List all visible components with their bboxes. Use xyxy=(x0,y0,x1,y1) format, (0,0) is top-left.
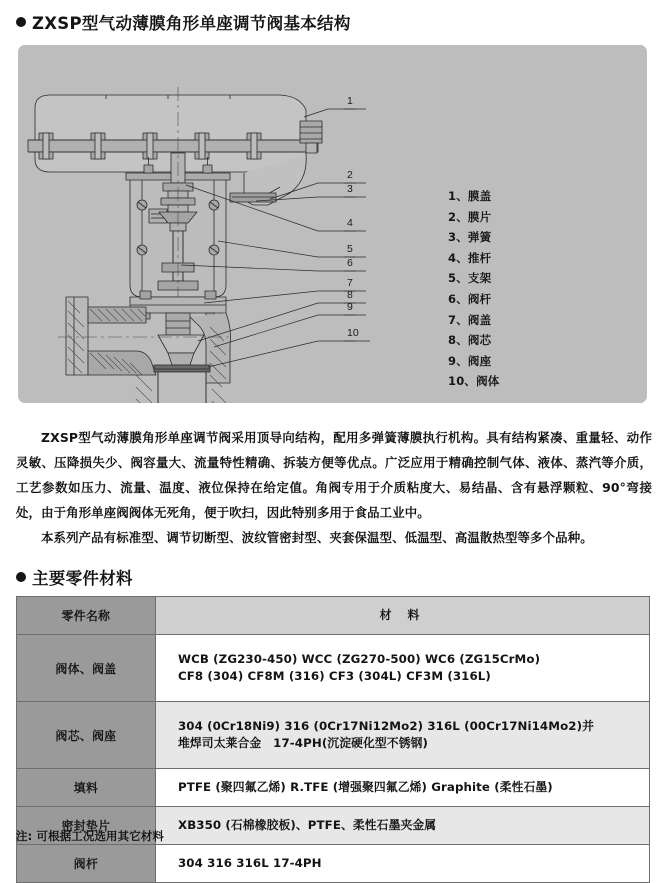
valve-plug xyxy=(158,335,204,353)
table-row xyxy=(17,702,650,769)
table-row xyxy=(17,769,650,807)
material-line: 堆焊司太莱合金 17-4PH(沉淀硬化型不锈钢) xyxy=(178,736,428,750)
callout-number-1: 1 xyxy=(347,95,353,107)
callout-number-10: 10 xyxy=(347,327,359,339)
cell-part-name: 阀体、阀盖 xyxy=(17,635,156,702)
description-paragraph-2 xyxy=(16,525,652,550)
callout-number-5: 5 xyxy=(347,243,353,255)
diaphragm-cover-shape xyxy=(35,95,306,172)
table-header-row xyxy=(17,597,650,635)
callout-number-6: 6 xyxy=(347,257,353,269)
callout-number-9: 9 xyxy=(347,301,353,313)
legend-label-4: 推杆 xyxy=(467,250,492,265)
callout-number-4: 4 xyxy=(347,217,353,229)
legend-item-4 xyxy=(448,248,598,269)
legend-number-7: 7、 xyxy=(448,312,468,327)
paragraph-1-text: ZXSP型气动薄膜角形单座调节阀采用顶导向结构，配用多弹簧薄膜执行机构。具有结构紧凑、重量轻、动作灵敏、压降损失少、阀容量大、流量特性精确、拆装方便等优点。广泛应用于精确控制气体、液体、蒸汽等介质，工艺参数如压力、流量、温度、液位保持在给定值。角阀专用于介质粘度大、易结晶、含有悬浮颗粒、90°弯接处，由于角形单座阀阀体无死角，便于吹扫，因此特别多用于食品工业中。 xyxy=(16,430,652,520)
heading-structure-label: ZXSP型气动薄膜角形单座调节阀基本结构 xyxy=(32,14,351,33)
legend-label-8: 阀芯 xyxy=(467,333,492,348)
description-paragraph-1 xyxy=(16,425,652,525)
casing-detail-plate xyxy=(230,193,276,202)
legend-number-10: 10、 xyxy=(448,374,477,389)
legend-number-2: 2、 xyxy=(448,209,468,224)
header-cell-part-name: 零件名称 xyxy=(17,597,156,635)
legend-number-4: 4、 xyxy=(448,250,468,265)
inlet-lower-wall xyxy=(88,351,156,375)
page-title-materials xyxy=(16,565,133,589)
cell-material xyxy=(156,807,650,845)
material-line: CF8 (304) CF8M (316) CF3 (304L) CF3M (316L) xyxy=(178,669,491,683)
cell-material xyxy=(156,702,650,769)
bullet-dot-icon xyxy=(16,572,26,582)
legend-number-5: 5、 xyxy=(448,271,468,286)
legend-item-6 xyxy=(448,289,598,310)
legend-label-3: 弹簧 xyxy=(467,230,492,245)
table-row xyxy=(17,845,650,883)
callout-number-2: 2 xyxy=(347,169,353,181)
table-footnote: 注: 可根据工况选用其它材料 xyxy=(16,829,165,843)
cell-material xyxy=(156,635,650,702)
legend-label-9: 阀座 xyxy=(467,353,492,368)
inlet-upper-wall xyxy=(88,307,146,323)
legend-item-2 xyxy=(448,207,598,228)
bullet-dot-icon xyxy=(16,17,26,27)
material-line: XB350 (石棉橡胶板)、PTFE、柔性石墨夹金属 xyxy=(178,817,437,832)
material-line: 304 (0Cr18Ni9) 316 (0Cr17Ni12Mo2) 316L (00Cr17Ni14Mo2)并 xyxy=(178,718,594,733)
table-row xyxy=(17,635,650,702)
cell-part-name: 阀芯、阀座 xyxy=(17,702,156,769)
valve-seat xyxy=(154,365,210,372)
legend-label-10: 阀体 xyxy=(476,374,500,389)
heading-materials-label: 主要零件材料 xyxy=(32,569,133,588)
legend-number-8: 8、 xyxy=(448,333,468,348)
legend-item-10 xyxy=(448,371,598,392)
legend-label-1: 膜盖 xyxy=(467,189,492,203)
parts-legend xyxy=(448,186,598,392)
legend-item-3 xyxy=(448,227,598,248)
legend-item-1 xyxy=(448,186,598,207)
legend-number-9: 9、 xyxy=(448,353,468,368)
callout-number-7: 7 xyxy=(347,277,353,289)
cell-part-name: 填料 xyxy=(17,769,156,807)
callout-number-3: 3 xyxy=(347,183,353,195)
legend-label-6: 阀杆 xyxy=(467,291,492,306)
cell-part-name: 密封垫片 xyxy=(17,807,156,845)
header-cell-material: 材 料 xyxy=(156,597,650,635)
page-title-structure xyxy=(16,10,351,34)
material-line: PTFE (聚四氟乙烯) R.TFE (增强聚四氟乙烯) Graphite (柔性石墨) xyxy=(178,779,553,794)
material-line: WCB (ZG230-450) WCC (ZG270-500) WC6 (ZG15CrMo) xyxy=(178,651,541,666)
legend-label-5: 支架 xyxy=(467,271,492,286)
legend-number-6: 6、 xyxy=(448,291,468,306)
legend-label-2: 膜片 xyxy=(467,209,492,224)
legend-item-7 xyxy=(448,310,598,331)
legend-item-8 xyxy=(448,330,598,351)
cell-part-name: 阀杆 xyxy=(17,845,156,883)
legend-label-7: 阀盖 xyxy=(467,312,492,327)
material-line: 304 316 316L 17-4PH xyxy=(178,855,322,870)
legend-item-9 xyxy=(448,351,598,372)
legend-number-1: 1、 xyxy=(448,189,468,203)
legend-item-5 xyxy=(448,268,598,289)
diaphragm-flange xyxy=(28,140,318,152)
paragraph-2-text: 本系列产品有标准型、调节切断型、波纹管密封型、夹套保温型、低温型、高温散热型等多个品种。 xyxy=(41,530,593,545)
callout-number-8: 8 xyxy=(347,289,353,301)
legend-number-3: 3、 xyxy=(448,230,468,245)
cell-material xyxy=(156,769,650,807)
outlet-passage xyxy=(158,372,206,403)
cell-material xyxy=(156,845,650,883)
